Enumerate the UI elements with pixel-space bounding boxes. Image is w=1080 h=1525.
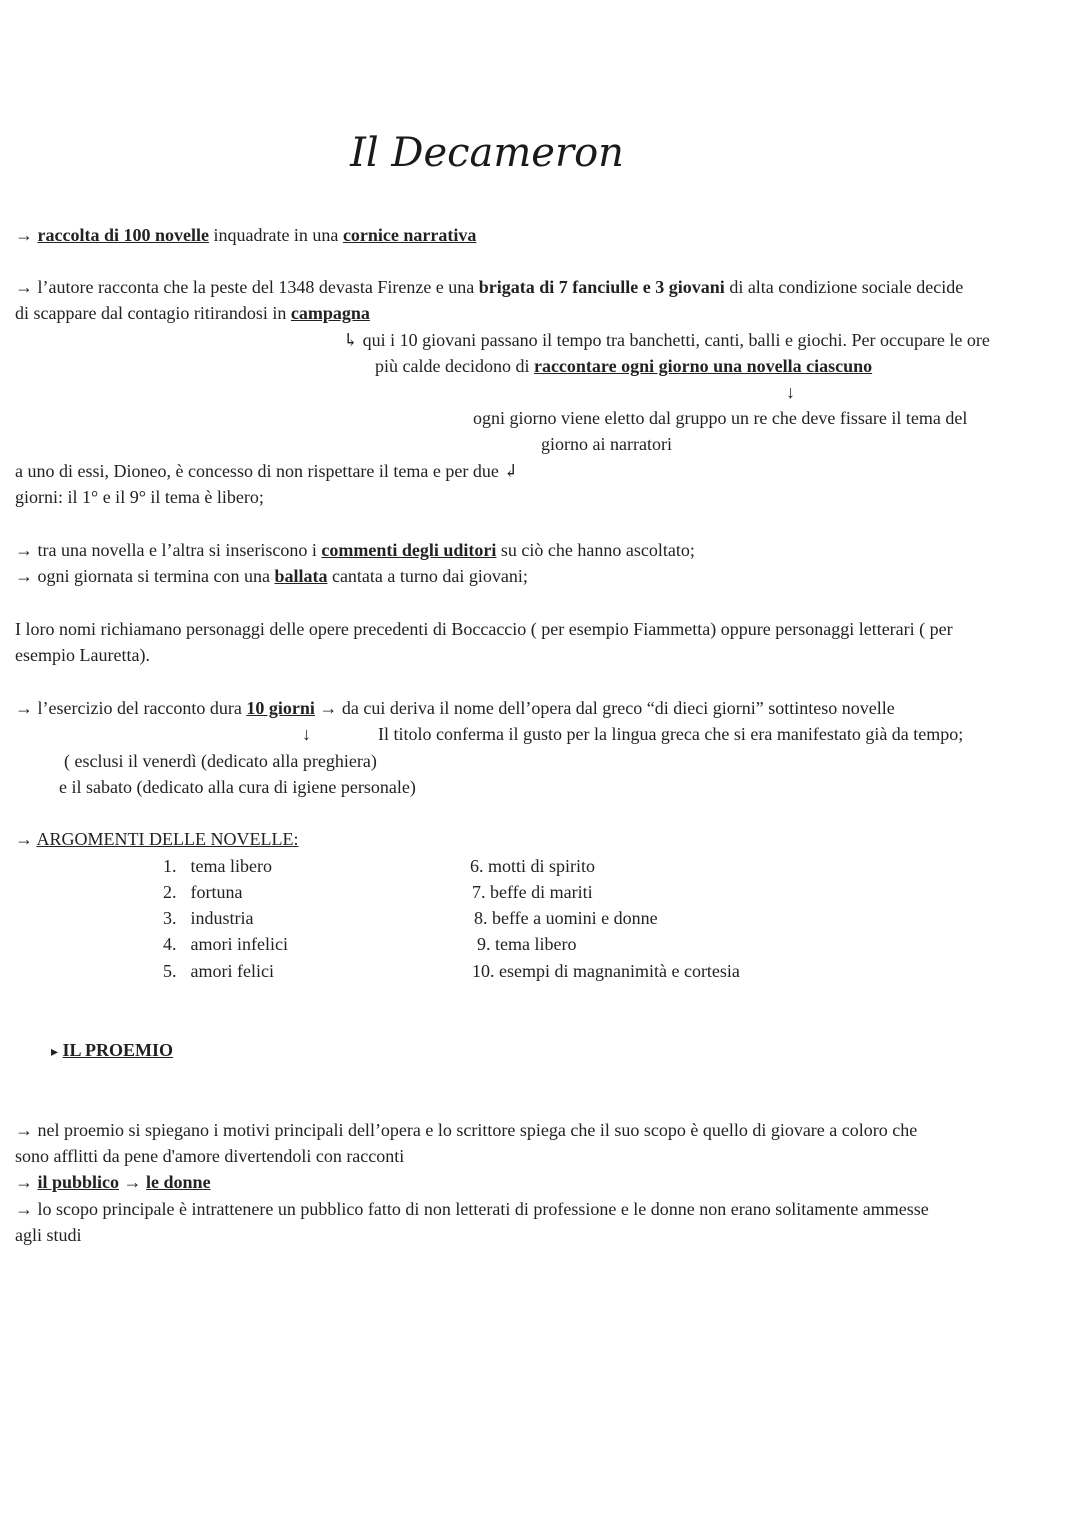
text: → ogni giornata si termina con una (15, 566, 270, 586)
highlight-text: il pubblico (37, 1172, 120, 1192)
text: più calde decidono di (375, 356, 530, 376)
highlight-text: campagna (290, 303, 370, 323)
arrow-icon: → (15, 277, 33, 297)
list-item: 7. beffe di mariti (472, 882, 593, 902)
list-item: 9. tema libero (477, 934, 577, 954)
proemio-line-1: → nel proemio si spiegano i motivi principali dell’opera e lo scrittore spiega che il suo scopo è quello di giovare a coloro che (15, 1120, 918, 1140)
down-arrow-icon: ↓ (302, 724, 311, 744)
highlight-text: raccontare ogni giorno una novella ciascuno (533, 356, 873, 376)
plague-line-4 (375, 353, 872, 379)
text: cantata a turno dai giovani; (331, 566, 528, 586)
proemio-line-3 (15, 1169, 211, 1195)
list-item: 1. tema libero (163, 856, 272, 876)
highlight-text: 10 giorni (246, 698, 315, 718)
text: l’autore racconta che la peste del 1348 devasta Firenze e una (37, 277, 475, 297)
highlight-text: ballata (274, 566, 328, 586)
highlight-text: le donne (146, 1172, 211, 1192)
ballata-line (15, 563, 528, 589)
comments-line (15, 537, 695, 563)
days-line-3: ( esclusi il venerdì (dedicato alla preghiera) (64, 751, 377, 771)
page-title: Il Decameron (350, 130, 624, 176)
text: di scappare dal contagio ritirandosi in (15, 303, 287, 323)
days-line-2: Il titolo conferma il gusto per la lingua greca che si era manifestato già da tempo; (378, 724, 964, 744)
text: su ciò che hanno ascoltato; (500, 540, 695, 560)
text: → tra una novella e l’altra si inseriscono i (15, 540, 317, 560)
text: di alta condizione sociale decide (729, 277, 964, 297)
bold-text: brigata di 7 fanciulle e 3 giovani (478, 277, 725, 297)
list-item: 6. motti di spirito (470, 856, 596, 876)
down-arrow-icon: ↓ (786, 382, 795, 402)
intro-line (15, 222, 476, 248)
names-line-1: I loro nomi richiamano personaggi delle opere precedenti di Boccaccio ( per esempio Fiammetta) oppure personaggi letterari ( per (15, 619, 953, 639)
arrow-icon: → (123, 1172, 142, 1192)
plague-line-8: giorni: il 1° e il 9° il tema è libero; (15, 487, 264, 507)
plague-line-6: giorno ai narratori (541, 434, 672, 454)
text: → l’esercizio del racconto dura (15, 698, 242, 718)
list-item: 8. beffe a uomini e donne (474, 908, 658, 928)
days-line-1 (15, 695, 895, 721)
topics-heading-text: ARGOMENTI DELLE NOVELLE: (36, 829, 299, 849)
topics-heading (15, 826, 298, 852)
proemio-heading (51, 1037, 173, 1066)
arrow-icon: → (15, 1172, 33, 1192)
arrow-icon: → (15, 225, 33, 245)
arrow-icon: → (15, 829, 33, 849)
days-line-4: e il sabato (dedicato alla cura di igiene personale) (59, 777, 416, 797)
list-item: 5. amori felici (163, 961, 274, 981)
list-item: 3. industria (163, 908, 254, 928)
plague-line-2 (15, 300, 370, 326)
proemio-line-4: → lo scopo principale è intrattenere un pubblico fatto di non letterati di professione e le donne non erano solitamente ammesse (15, 1199, 929, 1219)
plague-line-5: ogni giorno viene eletto dal gruppo un re che deve fissare il tema del (473, 408, 968, 428)
highlight-text: cornice narrativa (342, 225, 477, 245)
proemio-line-5: agli studi (15, 1225, 82, 1245)
plague-line-7: a uno di essi, Dioneo, è concesso di non rispettare il tema e per due ↲ (15, 461, 519, 481)
highlight-text: commenti degli uditori (321, 540, 497, 560)
text: → da cui deriva il nome dell’opera dal greco “di dieci giorni” sottinteso novelle (319, 698, 895, 718)
list-item: 10. esempi di magnanimità e cortesia (472, 961, 740, 981)
names-line-2: esempio Lauretta). (15, 645, 150, 665)
list-item: 2. fortuna (163, 882, 243, 902)
plague-line-3: ↳ qui i 10 giovani passano il tempo tra banchetti, canti, balli e giochi. Per occupare le ore (343, 330, 990, 350)
highlight-text: raccolta di 100 novelle (37, 225, 209, 245)
text: inquadrate in una (213, 225, 339, 245)
list-item: 4. amori infelici (163, 934, 288, 954)
plague-line-1 (15, 274, 963, 300)
bullet-icon: ▸ (51, 1045, 59, 1060)
proemio-line-2: sono afflitti da pene d'amore divertendoli con racconti (15, 1146, 405, 1166)
proemio-heading-text: IL PROEMIO (62, 1040, 174, 1060)
